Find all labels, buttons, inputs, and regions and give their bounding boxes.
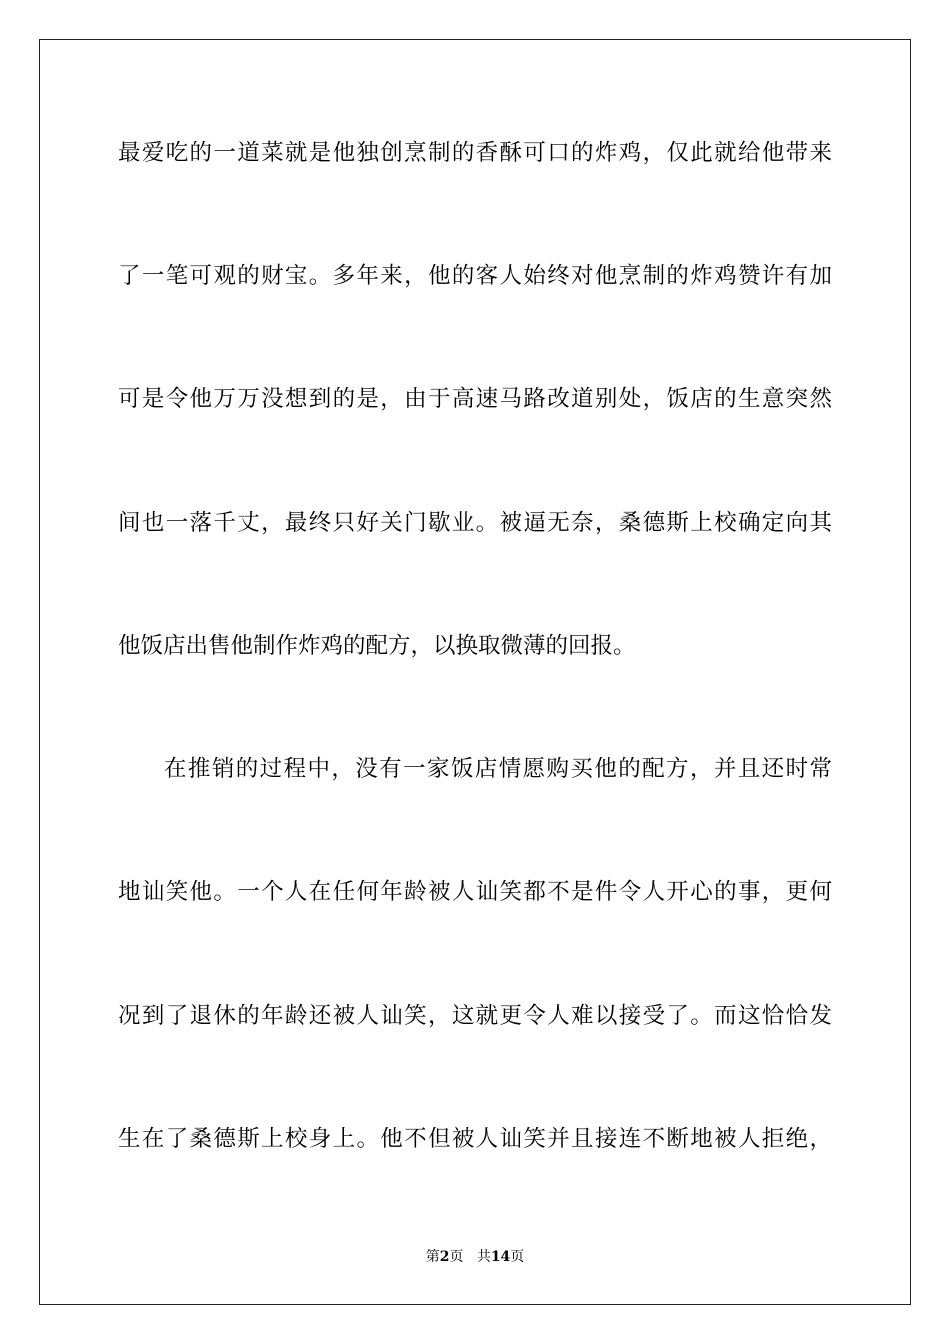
total-pages-number: 14 [490, 1249, 511, 1265]
page-border [39, 39, 911, 1305]
body-text-line: 况到了退休的年龄还被人讪笑，这就更令人难以接受了。而这恰恰发 [118, 1003, 832, 1029]
footer-total-prefix: 共 [476, 1249, 491, 1265]
body-text-line: 了一笔可观的财宝。多年来，他的客人始终对他烹制的炸鸡赞许有加 [118, 263, 832, 289]
body-text-line: 地讪笑他。一个人在任何年龄被人讪笑都不是件令人开心的事，更何 [118, 879, 832, 905]
body-text-line: 他饭店出售他制作炸鸡的配方，以换取微薄的回报。 [118, 633, 636, 659]
footer-total-suffix: 页 [510, 1249, 525, 1265]
paragraph-first-line: 在推销的过程中，没有一家饭店情愿购买他的配方，并且还时常 [164, 756, 832, 782]
body-text-line: 可是令他万万没想到的是，由于高速马路改道别处，饭店的生意突然 [118, 386, 832, 412]
footer-prefix: 第 [425, 1249, 440, 1265]
current-page-number: 2 [439, 1249, 450, 1265]
body-text-line: 生在了桑德斯上校身上。他不但被人讪笑并且接连不断地被人拒绝， [118, 1126, 832, 1152]
body-text-line: 间也一落千丈，最终只好关门歇业。被逼无奈，桑德斯上校确定向其 [118, 510, 832, 536]
page-footer [0, 1247, 950, 1267]
body-text-line: 最爱吃的一道菜就是他独创烹制的香酥可口的炸鸡，仅此就给他带来 [118, 140, 832, 166]
footer-page-suffix: 页 [449, 1249, 464, 1265]
